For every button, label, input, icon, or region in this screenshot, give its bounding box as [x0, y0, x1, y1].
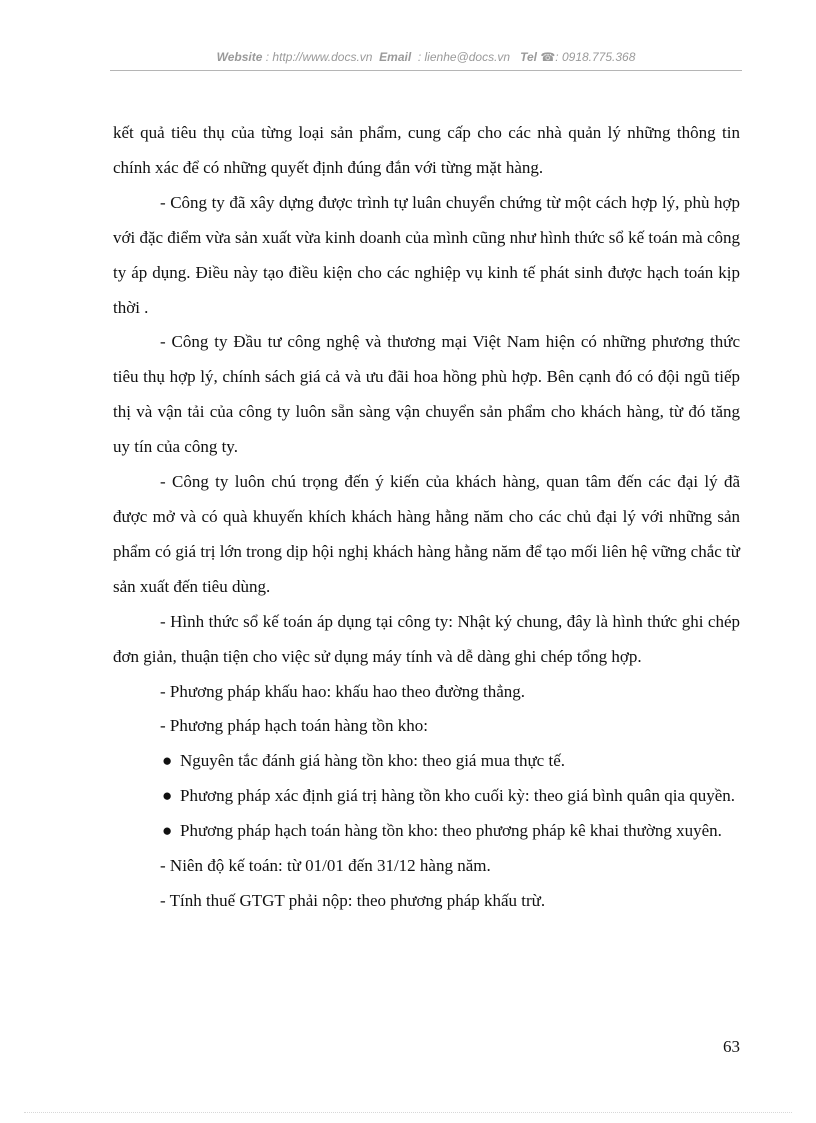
bullet-dot-icon: ●: [162, 786, 173, 806]
phone-icon: ☎: [540, 50, 556, 64]
paragraph-2: - Công ty đã xây dựng được trình tự luân chuyển chứng từ một cách hợp lý, phù hợp với đặc điểm vừa sản xuất vừa kinh doanh của mình cũng như hình thức sổ kế toán mà công ty áp dụng. Điều này tạo điều kiện cho các nghiệp vụ kinh tế phát sinh được hạch toán kịp thời .: [113, 192, 741, 317]
page-number: 63: [723, 1037, 740, 1056]
tel-value: : 0918.775.368: [555, 50, 636, 64]
email-value: : lienhe@docs.vn: [417, 50, 511, 64]
paragraph-9: - Tính thuế GTGT phải nộp: theo phương pháp khấu trừ.: [160, 890, 546, 910]
document-body: [113, 116, 740, 919]
bullet-dot-icon: ●: [162, 751, 173, 771]
bullet-item-2: [113, 779, 740, 814]
bullet-item-1: [113, 744, 740, 779]
bullet-text-2: Phương pháp xác định giá trị hàng tồn kho cuối kỳ: theo giá bình quân qia quyền.: [180, 786, 736, 806]
header-divider: [110, 70, 742, 71]
page-header: [110, 50, 742, 64]
bullet-text-3: Phương pháp hạch toán hàng tồn kho: theo phương pháp kê khai thường xuyên.: [180, 821, 722, 841]
website-label: Website: [216, 50, 263, 64]
paragraph-1: kết quả tiêu thụ của từng loại sản phẩm, cung cấp cho các nhà quản lý những thông tin chính xác để có những quyết định đúng đắn với từng mặt hàng.: [113, 123, 740, 177]
paragraph-4: - Công ty luôn chú trọng đến ý kiến của khách hàng, quan tâm đến các đại lý đã được mở và có quà khuyến khích khách hàng hằng năm cho các chủ đại lý với những sản phẩm có giá trị lớn trong dịp hội nghị khách hàng hằng năm để tạo mối liên hệ vững chắc từ sản xuất đến tiêu dùng.: [113, 472, 740, 596]
paragraph-3: - Công ty Đầu tư công nghệ và thương mại Việt Nam hiện có những phương thức tiêu thụ hợp lý, chính sách giá cả và ưu đãi hoa hồng phù hợp. Bên cạnh đó có đội ngũ tiếp thị và vận tải của công ty luôn sẵn sàng vận chuyển sản phẩm cho khách hàng, từ đó tăng uy tín của công ty.: [113, 332, 740, 457]
tel-label: Tel: [520, 50, 537, 64]
paragraph-6: - Phương pháp khấu hao: khấu hao theo đường thẳng.: [160, 681, 526, 701]
footer-divider: [24, 1112, 792, 1113]
website-value: : http://www.docs.vn: [265, 50, 373, 64]
paragraph-7: - Phương pháp hạch toán hàng tồn kho:: [160, 716, 428, 736]
bullet-item-3: [113, 814, 740, 849]
bullet-dot-icon: ●: [162, 821, 173, 841]
paragraph-5: - Hình thức sổ kế toán áp dụng tại công ty: Nhật ký chung, đây là hình thức ghi chép đơn giản, thuận tiện cho việc sử dụng máy tính và dễ dàng ghi chép tổng hợp.: [113, 611, 740, 666]
paragraph-8: - Niên độ kế toán: từ 01/01 đến 31/12 hàng năm.: [160, 856, 491, 876]
bullet-text-1: Nguyên tắc đánh giá hàng tồn kho: theo giá mua thực tế.: [180, 751, 565, 771]
email-label: Email: [379, 50, 412, 64]
